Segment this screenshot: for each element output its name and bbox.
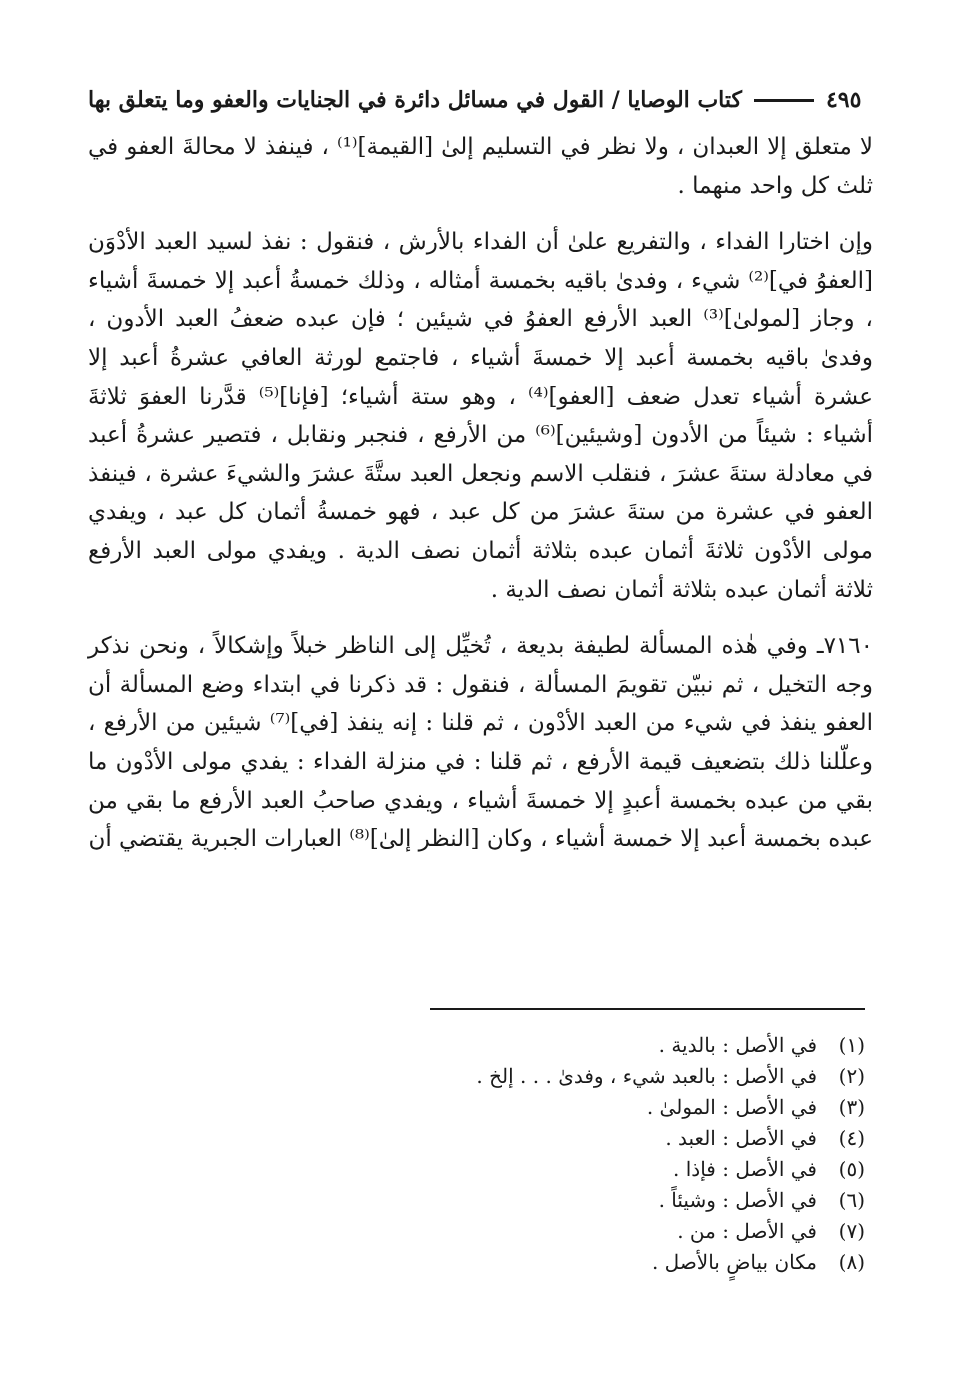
footnote-text: في الأصل : المولىٰ . bbox=[646, 1095, 817, 1119]
footnote-text: مكان بياضٍ بالأصل . bbox=[651, 1250, 817, 1274]
main-text bbox=[88, 128, 873, 859]
footnotes bbox=[365, 1030, 865, 1278]
footnote-text: في الأصل : العبد . bbox=[665, 1126, 817, 1150]
footnote-number: (٢) bbox=[838, 1064, 865, 1088]
footnote-text: في الأصل : بالعبد شيء ، وفدىٰ . . . إلخ . bbox=[476, 1064, 817, 1088]
footnote bbox=[365, 1123, 865, 1154]
footnote bbox=[365, 1092, 865, 1123]
footnote-number: (٣) bbox=[838, 1095, 865, 1119]
footnote-number: (٤) bbox=[838, 1126, 865, 1150]
footnote bbox=[365, 1185, 865, 1216]
footnote-text: في الأصل : فإذا . bbox=[673, 1157, 817, 1181]
header-title: كتاب الوصايا / القول في مسائل دائرة في الجنايات والعفو وما يتعلق بها bbox=[88, 87, 742, 113]
footnote bbox=[365, 1061, 865, 1092]
footnote-number: (٧) bbox=[838, 1219, 865, 1243]
paragraph-3: ٧١٦٠ـ وفي هٰذه المسألة لطيفة بديعة ، تُخيِّل إلى الناظر خبلاً وإشكالاً ، ونحن نذكر وجه التخيل ، ثم نبيّن تقويمَ المسألة ، فنقول : قد ذكرنا في ابتداء وضع المسألة أن العفو ينفذ في شيء من العبد الأدْون ، ثم قلنا : إنه ينفذ [في]⁽⁷⁾ شيئين من الأرفع ، وعلّلنا ذلك بتضعيف قيمة الأرفع ، ثم قلنا : في منزلة الفداء : يفدي مولى الأدْون ما بقي من عبده بخمسة أعبدٍ إلا خمسةَ أشياء ، ويفدي صاحبُ العبد الأرفع ما بقي من عبده بخمسة أعبد إلا خمسة أشياء ، وكان [النظر إلىٰ]⁽⁸⁾ العبارات الجبرية يقتضي أن bbox=[88, 633, 873, 853]
paragraph-1: لا متعلق إلا العبدان ، ولا نظر في التسليم إلىٰ [القيمة]⁽¹⁾ ، فينفذ لا محالةَ العفو في ثلث كل واحد منهما . bbox=[88, 134, 873, 199]
footnote-number: (١) bbox=[838, 1033, 865, 1057]
footnote bbox=[365, 1154, 865, 1185]
footnote-separator bbox=[430, 1008, 865, 1010]
paragraph-2: وإن اختارا الفداء ، والتفريع علىٰ أن الفداء بالأرش ، فنقول : نفذ لسيد العبد الأدْوَن [العفوُ في]⁽²⁾ شيء ، وفدىٰ باقيه بخمسة أمثاله ، وذلك خمسةُ أعبد إلا خمسةَ أشياء ، وجاز [لمولىٰ]⁽³⁾ العبد الأرفع العفوُ في شيئين ؛ فإن عبده ضعفُ العبد الأدون ، وفدىٰ باقيه بخمسة أعبد إلا خمسةَ أشياء ، فاجتمع لورثة العافي عشرةُ أعبد إلا عشرة أشياء تعدل ضعف [العفو]⁽⁴⁾ ، وهو ستة أشياء؛ [فإنا]⁽⁵⁾ قدَّرنا العفوَ ثلاثةَ أشياء : شيئاً من الأدون [وشيئين]⁽⁶⁾ من الأرفع ، فنجبر ونقابل ، فتصير عشرةُ أعبد في معادلة ستةَ عشرَ ، فنقلب الاسم ونجعل العبد ستَّةَ عشرَ والشيءَ عشرة ، فينفذ العفو في عشرة من ستةَ عشرَ من كل عبد ، فهو خمسةُ أثمان كل عبد ، ويفدي مولى الأدْون ثلاثةَ أثمان عبده بثلاثة أثمان نصف الدية . ويفدي مولى العبد الأرفع ثلاثة أثمان عبده بثلاثة أثمان نصف الدية . bbox=[88, 229, 873, 603]
footnote-number: (٥) bbox=[838, 1157, 865, 1181]
header-rule bbox=[754, 99, 814, 102]
footnote-text: في الأصل : من . bbox=[677, 1219, 817, 1243]
footnote-number: (٨) bbox=[838, 1250, 865, 1274]
running-header bbox=[88, 80, 873, 120]
footnote-text: في الأصل : وشيئاً . bbox=[658, 1188, 817, 1212]
footnote-text: في الأصل : بالدية . bbox=[658, 1033, 817, 1057]
page-number: ٤٩٥ bbox=[825, 87, 862, 113]
footnote bbox=[365, 1247, 865, 1278]
footnote bbox=[365, 1216, 865, 1247]
footnote-number: (٦) bbox=[838, 1188, 865, 1212]
footnote bbox=[365, 1030, 865, 1061]
